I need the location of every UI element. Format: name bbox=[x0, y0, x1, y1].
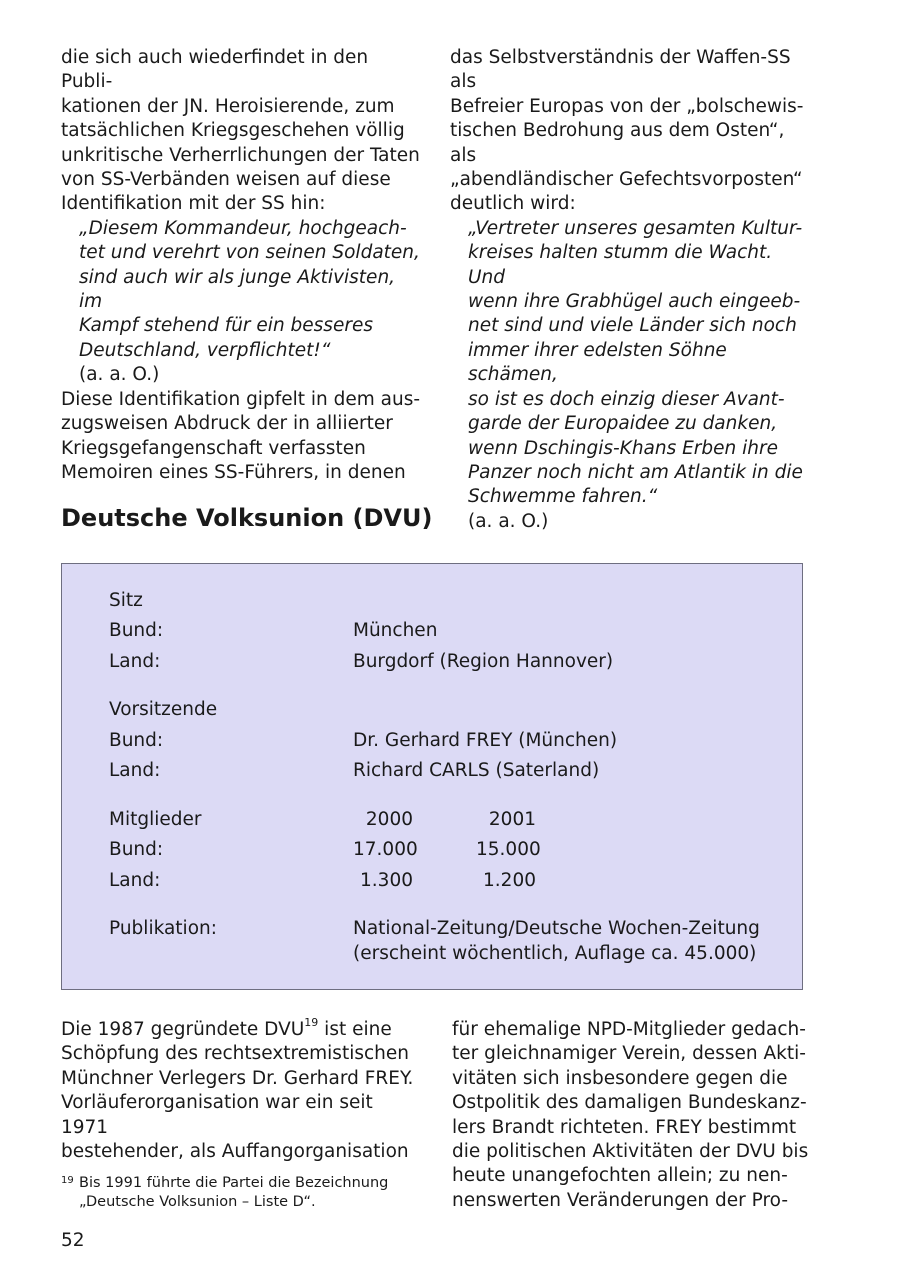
mitglieder-label: Mitglieder bbox=[109, 809, 202, 830]
text-line: Diese Identifikation gipfelt in dem aus- bbox=[61, 388, 421, 410]
text-column-top-right bbox=[450, 46, 815, 534]
text-column-bottom-left bbox=[61, 1015, 421, 1164]
quote-source: (a. a. O.) bbox=[79, 364, 160, 386]
vorsitzende-label: Vorsitzende bbox=[109, 699, 218, 720]
quote-line: immer ihrer edelsten Söhne schämen, bbox=[468, 339, 727, 386]
text-line: nenswerten Veränderungen der Pro- bbox=[452, 1189, 788, 1211]
footnote-line: Bis 1991 führte die Partei die Bezeichnung bbox=[79, 1175, 389, 1191]
section-heading: Deutsche Volksunion (DVU) bbox=[61, 504, 433, 532]
quote-line: sind auch wir als junge Aktivisten, im bbox=[79, 266, 396, 313]
text-line: Kriegsgefangenschaft verfassten bbox=[61, 437, 366, 459]
quote-line: garde der Europaidee zu danken, bbox=[468, 413, 778, 435]
text-line bbox=[61, 1015, 421, 1042]
mitglieder-year-2000: 2000 bbox=[365, 809, 413, 830]
quote-line: Schwemme fahren.“ bbox=[468, 486, 658, 508]
quote-line: wenn ihre Grabhügel auch eingeeb- bbox=[468, 291, 801, 313]
vorsitzende-land-value: Richard CARLS (Saterland) bbox=[353, 760, 600, 781]
text-line: tischen Bedrohung aus dem Osten“, als bbox=[450, 120, 785, 166]
text-line: kationen der JN. Heroisierende, zum bbox=[61, 95, 395, 117]
quote-line: Deutschland, verpflichtet!“ bbox=[79, 339, 331, 361]
text-line: die politischen Aktivitäten der DVU bis bbox=[452, 1141, 809, 1163]
quote-line: net sind und viele Länder sich noch bbox=[468, 315, 797, 337]
text-line: zugsweisen Abdruck der in alliierter bbox=[61, 413, 393, 435]
publikation-line-2: (erscheint wöchentlich, Auflage ca. 45.000) bbox=[353, 943, 757, 964]
text-fragment: Die 1987 gegründete DVU bbox=[61, 1019, 305, 1040]
quote-line: „Diesem Kommandeur, hochgeach- bbox=[79, 217, 407, 239]
vorsitzende-bund-value: Dr. Gerhard FREY (München) bbox=[353, 730, 618, 751]
mitglieder-year-2001: 2001 bbox=[488, 809, 536, 830]
publikation-label: Publikation: bbox=[109, 918, 217, 939]
text-line: Ostpolitik des damaligen Bundeskanz- bbox=[452, 1092, 807, 1114]
sitz-bund-value: München bbox=[353, 620, 438, 641]
text-line: lers Brandt richteten. FREY bestimmt bbox=[452, 1116, 797, 1138]
text-line: tatsächlichen Kriegsgeschehen völlig bbox=[61, 120, 405, 142]
quote-line: so ist es doch einzig dieser Avant- bbox=[468, 388, 785, 410]
quote-line: „Vertreter unseres gesamten Kultur- bbox=[468, 217, 803, 239]
text-line: ter gleichnamiger Verein, dessen Akti- bbox=[452, 1043, 806, 1065]
quote-line: Panzer noch nicht am Atlantik in die bbox=[468, 461, 803, 483]
footnote-line: „Deutsche Volksunion – Liste D“. bbox=[79, 1194, 316, 1210]
text-line: Befreier Europas von der „bolschewis- bbox=[450, 95, 804, 117]
publikation-line-1: National-Zeitung/Deutsche Wochen-Zeitung bbox=[353, 918, 760, 939]
mitglieder-land-label: Land: bbox=[109, 870, 161, 891]
quote-line: tet und verehrt von seinen Soldaten, bbox=[79, 242, 420, 264]
text-line: heute unangefochten allein; zu nen- bbox=[452, 1165, 788, 1187]
sitz-label: Sitz bbox=[109, 590, 143, 611]
text-line: vitäten sich insbesondere gegen die bbox=[452, 1067, 788, 1089]
text-line: Schöpfung des rechtsextremistischen bbox=[61, 1043, 409, 1065]
text-column-top-left bbox=[61, 46, 421, 485]
text-line: von SS-Verbänden weisen auf diese bbox=[61, 169, 391, 191]
mitglieder-bund-2000: 17.000 bbox=[353, 839, 418, 860]
sitz-land-label: Land: bbox=[109, 651, 161, 672]
text-column-bottom-right bbox=[452, 1018, 812, 1213]
text-line: „abendländischer Gefechtsvorposten“ bbox=[450, 169, 803, 191]
text-line: Münchner Verlegers Dr. Gerhard FREY. bbox=[61, 1067, 414, 1089]
quote-line: Kampf stehend für ein besseres bbox=[79, 315, 373, 337]
mitglieder-bund-2001: 15.000 bbox=[476, 839, 541, 860]
vorsitzende-bund-label: Bund: bbox=[109, 730, 164, 751]
sitz-land-value: Burgdorf (Region Hannover) bbox=[353, 651, 614, 672]
text-line: Vorläuferorganisation war ein seit 1971 bbox=[61, 1092, 373, 1138]
text-line: deutlich wird: bbox=[450, 193, 576, 215]
mitglieder-land-2000: 1.300 bbox=[360, 870, 413, 891]
text-line: für ehemalige NPD-Mitglieder gedach- bbox=[452, 1019, 806, 1040]
text-fragment: ist eine bbox=[318, 1019, 392, 1040]
dvu-info-box bbox=[61, 563, 803, 990]
text-line: Memoiren eines SS-Führers, in denen bbox=[61, 461, 406, 483]
quote-source: (a. a. O.) bbox=[468, 510, 549, 532]
vorsitzende-land-label: Land: bbox=[109, 760, 161, 781]
page-number: 52 bbox=[61, 1230, 85, 1251]
mitglieder-bund-label: Bund: bbox=[109, 839, 164, 860]
text-line: Identifikation mit der SS hin: bbox=[61, 193, 326, 215]
footnote-number: 19 bbox=[61, 1175, 74, 1186]
text-line: bestehender, als Auffangorganisation bbox=[61, 1141, 409, 1163]
text-line: das Selbstverständnis der Waffen-SS als bbox=[450, 47, 791, 93]
text-line: unkritische Verherrlichungen der Taten bbox=[61, 144, 420, 166]
mitglieder-land-2001: 1.200 bbox=[483, 870, 536, 891]
quote-line: kreises halten stumm die Wacht. Und bbox=[468, 242, 773, 288]
text-line: die sich auch wiederfindet in den Publi- bbox=[61, 47, 369, 93]
sitz-bund-label: Bund: bbox=[109, 620, 164, 641]
footnote-reference[interactable]: 19 bbox=[304, 1015, 319, 1029]
footnote bbox=[61, 1174, 421, 1212]
quote-line: wenn Dschingis-Khans Erben ihre bbox=[468, 437, 779, 459]
